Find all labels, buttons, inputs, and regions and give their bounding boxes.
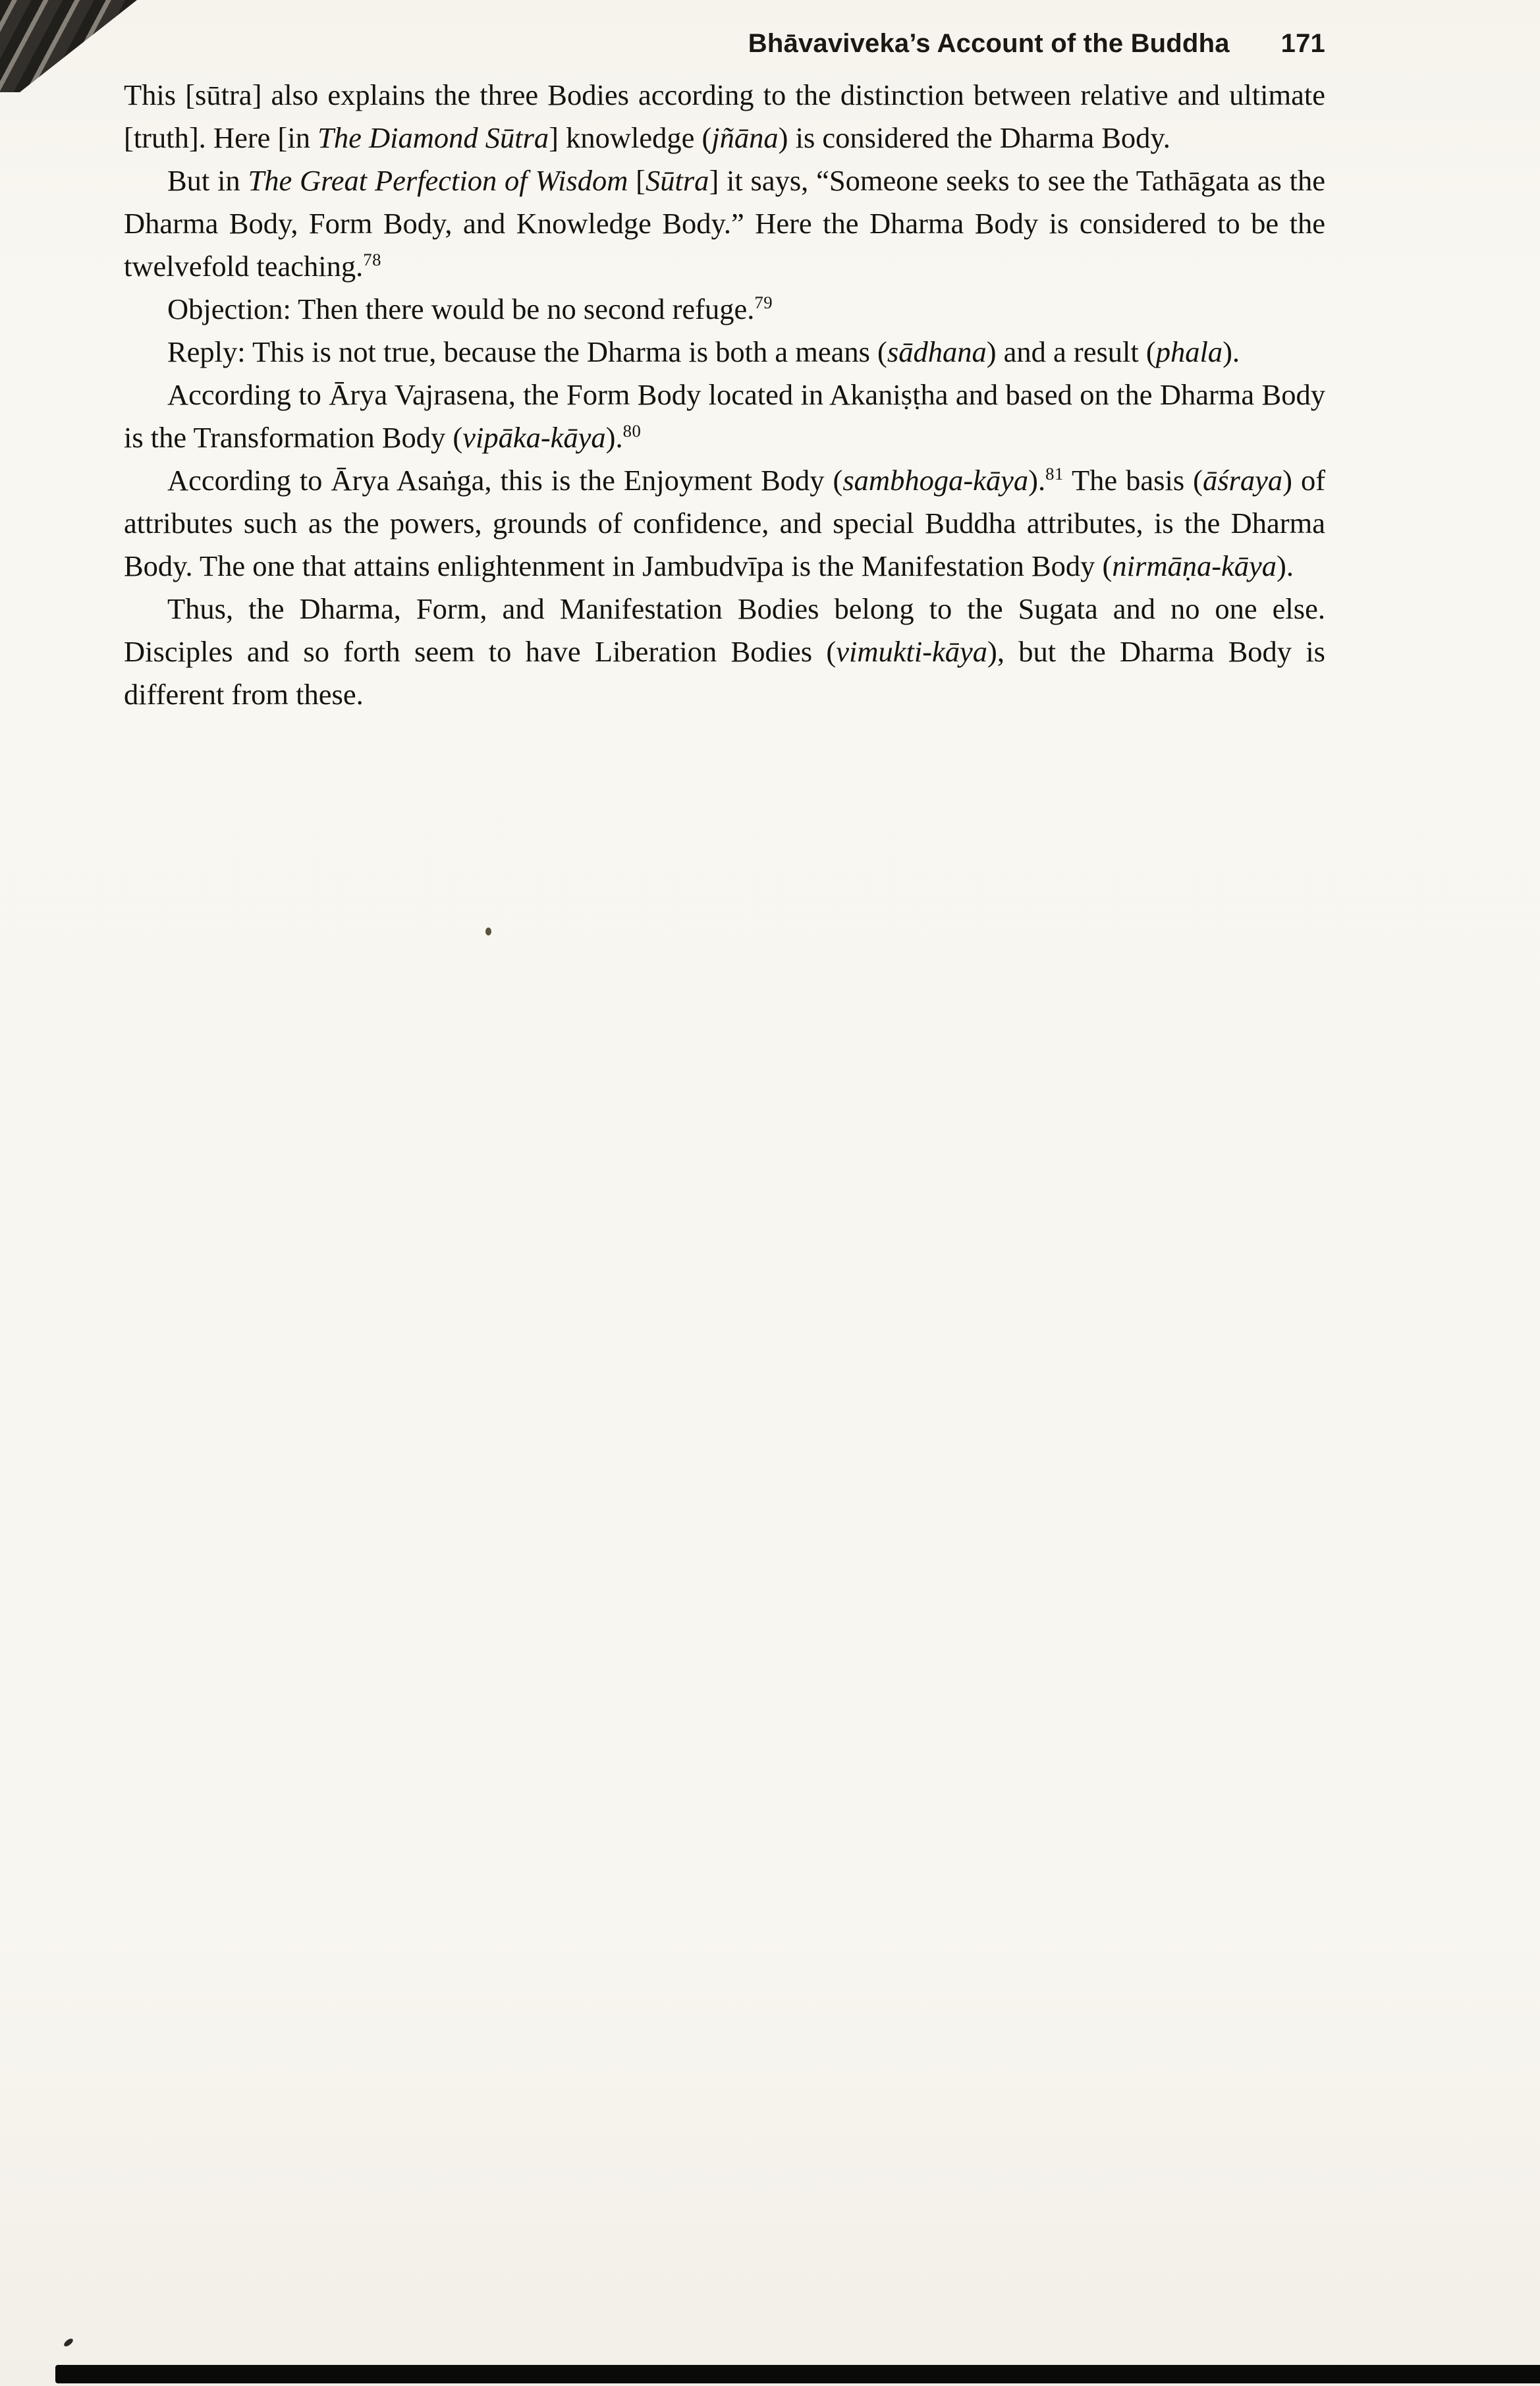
paragraph bbox=[124, 74, 1325, 159]
scan-corner-artifact bbox=[0, 0, 142, 92]
text-run: The basis ( bbox=[1063, 464, 1203, 497]
text-run: Objection: Then there would be no second refuge. bbox=[167, 292, 755, 325]
scan-speck bbox=[485, 928, 491, 935]
text-run: sambhoga-kāya bbox=[842, 464, 1029, 497]
text-run: ). bbox=[1277, 549, 1294, 582]
paragraph bbox=[124, 331, 1325, 374]
footnote-ref: 78 bbox=[363, 250, 381, 270]
text-run: vipāka-kāya bbox=[462, 421, 606, 454]
text-run: This [sūtra] also explains the three Bodies according to the distinction between relative and ultimate [truth]. Here [in bbox=[124, 78, 1325, 154]
text-run: phala bbox=[1155, 335, 1223, 368]
paragraph bbox=[124, 459, 1325, 588]
text-run: ] it says, “Someone seeks to see the Tathāgata as the Dharma Body, Form Body, and Knowledge Body.” Here the Dharma Body is considered to be the twelvefold teaching. bbox=[124, 164, 1326, 283]
text-run: jñāna bbox=[711, 121, 779, 154]
text-run: Sūtra bbox=[646, 164, 709, 197]
text-run: vimukti-kāya bbox=[836, 635, 988, 668]
text-run: The Diamond Sūtra bbox=[317, 121, 549, 154]
paragraph bbox=[124, 374, 1325, 459]
text-run: ) of attributes such as the powers, grounds of confidence, and special Buddha attributes, is the Dharma Body. The one that attains enlightenment in Jambudvīpa is the Manifestation Body ( bbox=[124, 464, 1326, 582]
body-text bbox=[124, 74, 1325, 716]
text-run: ) and a result ( bbox=[986, 335, 1156, 368]
footnote-ref: 79 bbox=[754, 292, 773, 313]
footnote-ref: 80 bbox=[622, 421, 642, 441]
page-header bbox=[124, 29, 1325, 59]
text-run: ). bbox=[1223, 335, 1240, 368]
text-run: Thus, the Dharma, Form, and Manifestation Bodies belong to the Sugata and no one else. Disciples and so forth seem to have Liberation Bodies ( bbox=[124, 592, 1325, 668]
text-run: The Great Perfection of Wisdom bbox=[248, 164, 628, 197]
text-run: ). bbox=[1028, 464, 1046, 497]
scan-speck bbox=[63, 2337, 74, 2348]
text-run: sādhana bbox=[887, 335, 987, 368]
footnote-ref: 81 bbox=[1045, 464, 1064, 484]
text-run: ), but the Dharma Body is different from these. bbox=[124, 635, 1325, 711]
text-run: Reply: This is not true, because the Dharma is both a means ( bbox=[167, 335, 887, 368]
scan-bottom-bar bbox=[55, 2365, 1540, 2383]
text-run: ] knowledge ( bbox=[549, 121, 712, 154]
text-run: But in bbox=[167, 164, 248, 197]
text-run: ) is considered the Dharma Body. bbox=[778, 121, 1170, 154]
page-number: 171 bbox=[1280, 29, 1325, 58]
text-run: [ bbox=[628, 164, 646, 197]
text-run: āśraya bbox=[1202, 464, 1283, 497]
paragraph bbox=[124, 288, 1325, 331]
text-run: nirmāṇa-kāya bbox=[1112, 549, 1277, 582]
running-title: Bhāvaviveka’s Account of the Buddha bbox=[748, 29, 1230, 58]
text-run: According to Ārya Vajrasena, the Form Body located in Akaniṣṭha and based on the Dharma Body is the Transformation Body ( bbox=[124, 378, 1325, 454]
paragraph bbox=[124, 588, 1325, 716]
text-run: According to Ārya Asaṅga, this is the Enjoyment Body ( bbox=[167, 464, 843, 497]
paragraph bbox=[124, 159, 1325, 288]
text-run: ). bbox=[605, 421, 623, 454]
